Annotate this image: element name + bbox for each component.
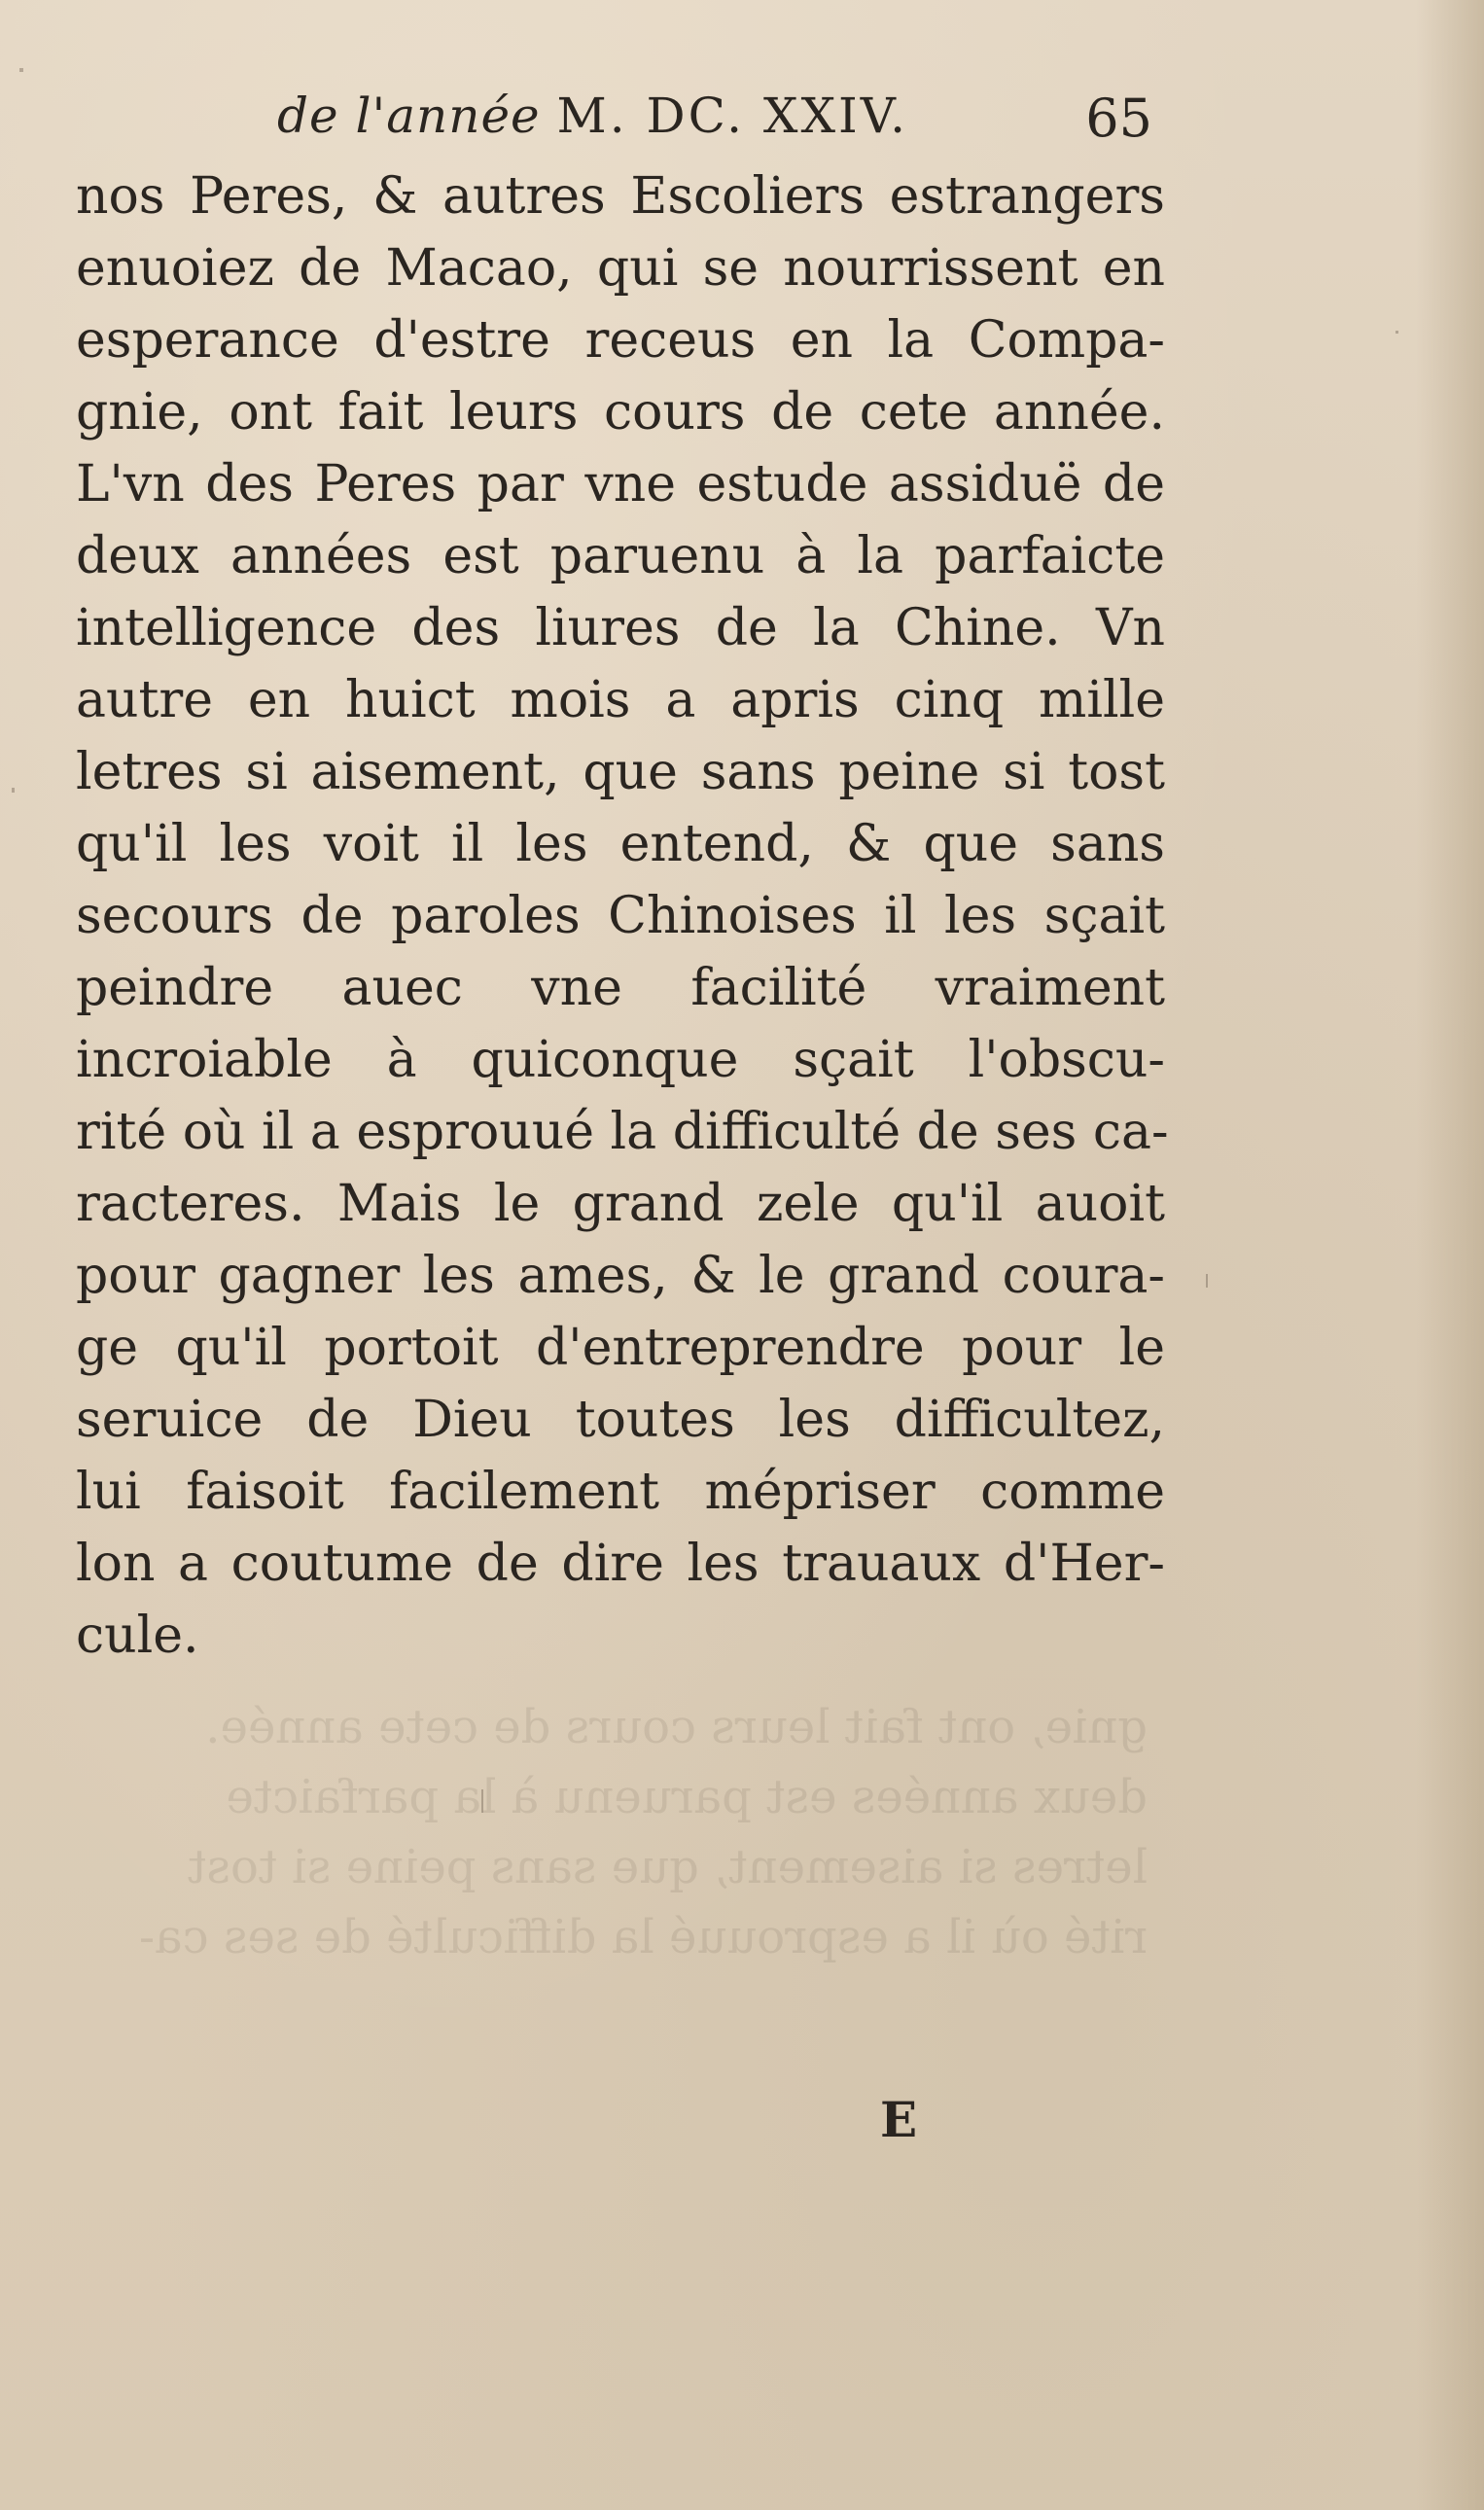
text-line: letres si aisement, que sans peine si tost [76,743,1165,801]
running-head-year: M. DC. XXIV. [556,88,909,144]
text-line-last: cule. [76,1607,199,1665]
text-line: autre en huict mois a apris cinq mille [76,671,1165,729]
paper-speck [1396,331,1398,334]
text-line: lui faisoit facilement mépriser comme [76,1463,1165,1521]
body-text [76,160,1169,1672]
text-line: rité où il a esprouué la difficulté de ses ca- [76,1103,1169,1161]
running-head [277,88,908,144]
running-head-italic: de l'année [277,88,541,144]
text-line: enuoiez de Macao, qui se nourrissent en [76,239,1165,298]
page-edge-shadow [1416,0,1484,2510]
paper-speck [12,788,15,793]
text-line: lon a coutume de dire les trauaux d'Her- [76,1535,1165,1593]
text-line: secours de paroles Chinoises il les sçait [76,887,1165,945]
paper-speck [1206,1274,1208,1288]
text-line: peindre auec vne facilité vraiment [76,959,1165,1017]
text-line: gnie, ont fait leurs cours de cete année. [76,383,1165,442]
paper-speck [481,1789,483,1813]
text-line: L'vn des Peres par vne estude assiduë de [76,455,1165,513]
ink-show-through: gnie, ont fait leurs cours de cete année. deux années est paruenu à la parfaicte letres si aisement, que sans peine si tost rité où il a esprouué la difficulté de ses ca- [138,1700,1148,1964]
text-line: intelligence des liures de la Chine. Vn [76,599,1165,657]
text-line: incroiable à quiconque sçait l'obscu- [76,1031,1165,1089]
page-header [277,78,1152,165]
signature-mark: E [880,2091,918,2148]
text-line: esperance d'estre receus en la Compa- [76,311,1165,370]
text-line: nos Peres, & autres Escoliers estrangers [76,167,1165,226]
text-line: racteres. Mais le grand zele qu'il auoit [76,1175,1165,1233]
text-line: qu'il les voit il les entend, & que sans [76,815,1165,873]
text-line: ge qu'il portoit d'entreprendre pour le [76,1319,1165,1377]
text-line: pour gagner les ames, & le grand coura- [76,1247,1165,1305]
paper-speck [19,68,23,72]
text-line: deux années est paruenu à la parfaicte [76,527,1165,585]
text-line: seruice de Dieu toutes les difficultez, [76,1391,1165,1449]
page-number: 65 [1085,88,1152,149]
